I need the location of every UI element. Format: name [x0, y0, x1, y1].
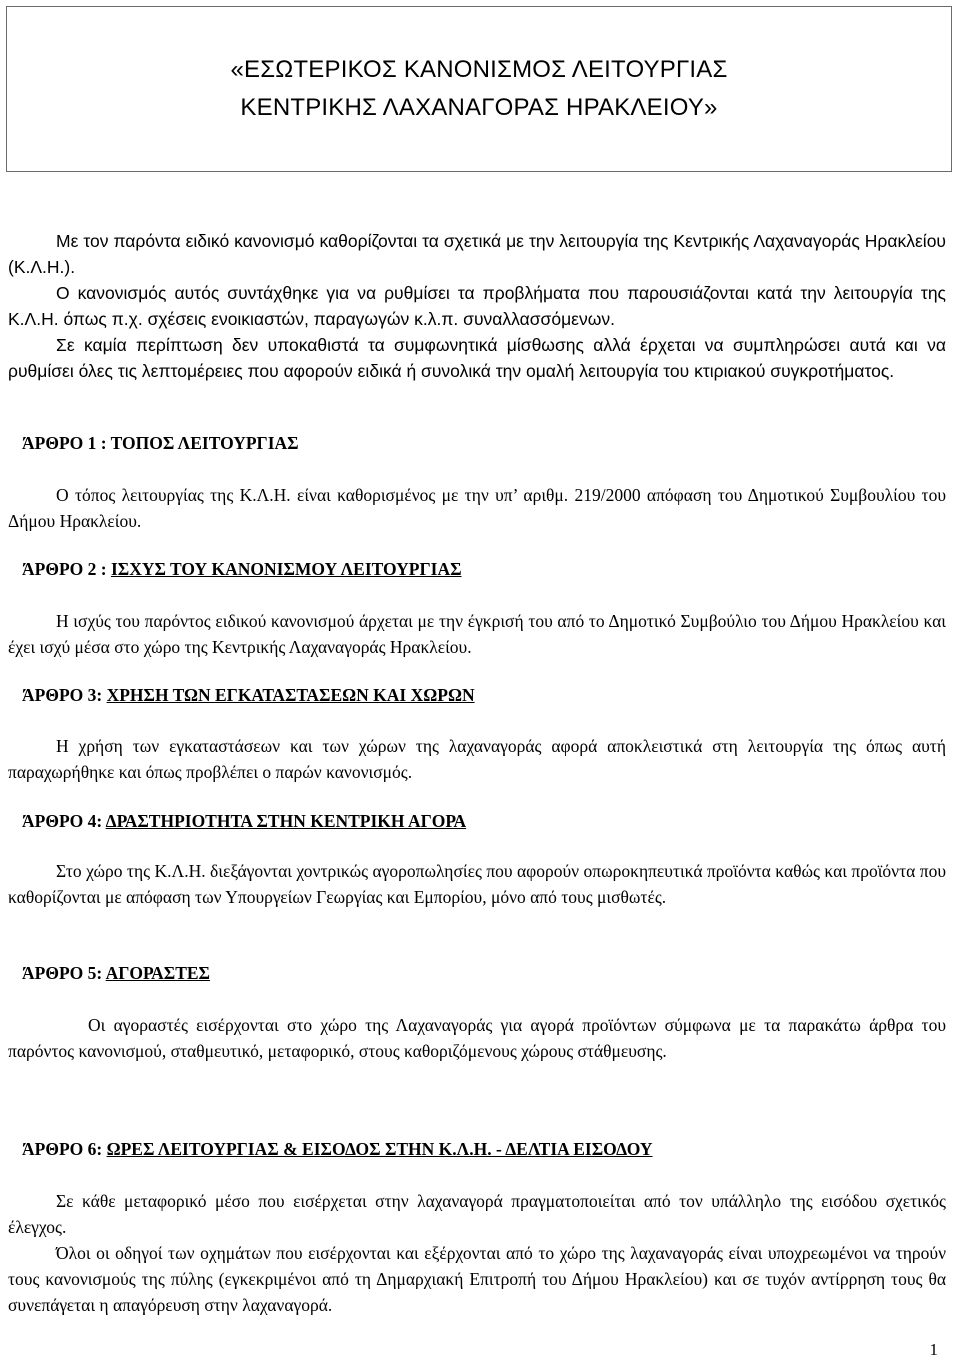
article-1-body: Ο τόπος λειτουργίας της Κ.Λ.Η. είναι καθορισμένος με την υπ’ αριθμ. 219/2000 απόφαση του Δημοτικού Συμβουλίου του Δήμου Ηρακλείου. [8, 485, 946, 531]
article-2-prefix: ΆΡΘΡΟ 2 : [22, 559, 111, 579]
article-2-body: Η ισχύς του παρόντος ειδικού κανονισμού άρχεται με την έγκρισή του από το Δημοτικό Συμβούλιο του Δήμου Ηρακλείου και έχει ισχύ μέσα στο χώρο της Κεντρικής Λαχαναγοράς Ηρακλείου. [8, 611, 946, 657]
article-6-heading [22, 1136, 653, 1162]
article-5-prefix: ΆΡΘΡΟ 5: [22, 963, 106, 983]
article-2-title: ΙΣΧΥΣ ΤΟΥ ΚΑΝΟΝΙΣΜΟΥ ΛΕΙΤΟΥΡΓΙΑΣ [110, 559, 462, 579]
title-box [6, 6, 952, 172]
article-5-heading [22, 960, 210, 986]
article-3-prefix: ΆΡΘΡΟ 3: [22, 685, 107, 705]
article-4-prefix: ΆΡΘΡΟ 4: [22, 811, 106, 831]
article-6-body: Σε κάθε μεταφορικό μέσο που εισέρχεται στην λαχαναγορά πραγματοποιείται από τον υπάλληλο της εισόδου σχετικός έλεγχος. [8, 1191, 946, 1237]
article-3-heading [22, 682, 475, 708]
article-5-body: Οι αγοραστές εισέρχονται στο χώρο της Λαχαναγοράς για αγορά προϊόντων σύμφωνα με τα παρακάτω άρθρα του παρόντος κανονισμού, σταθμευτικό, μεταφορικό, στους καθοριζόμενους χώρους στάθμευσης. [8, 1015, 946, 1061]
intro-paragraph-3: Σε καμία περίπτωση δεν υποκαθιστά τα συμφωνητικά μίσθωσης αλλά έρχεται να συμπληρώσει αυτά και να ρυθμίσει όλες τις λεπτομέρειες που αφορούν ειδικά ή συνολικά την ομαλή λειτουργία του κτιριακού συγκροτήματος. [8, 335, 946, 381]
article-4-title: ΔΡΑΣΤΗΡΙΟΤΗΤΑ ΣΤΗΝ ΚΕΝΤΡΙΚΗ ΑΓΟΡΑ [105, 811, 467, 831]
document-title-line-2: ΚΕΝΤΡΙΚΗΣ ΛΑΧΑΝΑΓΟΡΑΣ ΗΡΑΚΛΕΙΟΥ» [240, 94, 718, 121]
article-3-title: ΧΡΗΣΗ ΤΩΝ ΕΓΚΑΤΑΣΤΑΣΕΩΝ ΚΑΙ ΧΩΡΩΝ [106, 685, 475, 705]
document-title-line-1: «ΕΣΩΤΕΡΙΚΟΣ ΚΑΝΟΝΙΣΜΟΣ ΛΕΙΤΟΥΡΓΙΑΣ [230, 56, 728, 83]
article-6-title: ΩΡΕΣ ΛΕΙΤΟΥΡΓΙΑΣ & ΕΙΣΟΔΟΣ ΣΤΗΝ Κ.Λ.Η. - ΔΕΛΤΙΑ ΕΙΣΟΔΟΥ [106, 1139, 653, 1159]
article-2-heading [22, 556, 462, 582]
article-1-prefix: ΆΡΘΡΟ 1 : [22, 433, 111, 453]
article-5-title: ΑΓΟΡΑΣΤΕΣ [105, 963, 210, 983]
article-1-title: ΤΟΠΟΣ ΛΕΙΤΟΥΡΓΙΑΣ [110, 433, 299, 453]
article-4-body: Στο χώρο της Κ.Λ.Η. διεξάγονται χοντρικώς αγοροπωλησίες που αφορούν οπωροκηπευτικά προϊόντα καθώς και προϊόντα που καθορίζονται με απόφαση των Υπουργείων Γεωργίας και Εμπορίου, μόνο από τους μισθωτές. [8, 861, 946, 907]
article-6-body-2: Όλοι οι οδηγοί των οχημάτων που εισέρχονται και εξέρχονται από το χώρο της λαχαναγοράς είναι υποχρεωμένοι να τηρούν τους κανονισμούς της πύλης (εγκεκριμένοι από τη Δημαρχιακή Επιτροπή του Δήμου Ηρακλείου) και σε τυχόν αντίρρηση τους θα συνεπάγεται η απαγόρευση στην λαχαναγορά. [8, 1243, 946, 1315]
article-4-heading [22, 808, 466, 834]
intro-paragraph-1: Με τον παρόντα ειδικό κανονισμό καθορίζονται τα σχετικά με την λειτουργία της Κεντρικής Λαχαναγοράς Ηρακλείου (Κ.Λ.Η.). [8, 231, 946, 277]
page-number: 1 [929, 1340, 938, 1359]
intro-paragraph-2: Ο κανονισμός αυτός συντάχθηκε για να ρυθμίσει τα προβλήματα που παρουσιάζονται κατά την λειτουργία της Κ.Λ.Η. όπως π.χ. σχέσεις ενοικιαστών, παραγωγών κ.λ.π. συναλλασσόμενων. [8, 283, 946, 329]
article-1-heading [22, 430, 299, 456]
article-6-prefix: ΆΡΘΡΟ 6: [22, 1139, 107, 1159]
article-3-body: Η χρήση των εγκαταστάσεων και των χώρων της λαχαναγοράς αφορά αποκλειστικά στη λειτουργία της όπως αυτή παραχωρήθηκε και όπως προβλέπει ο παρών κανονισμός. [8, 736, 946, 782]
